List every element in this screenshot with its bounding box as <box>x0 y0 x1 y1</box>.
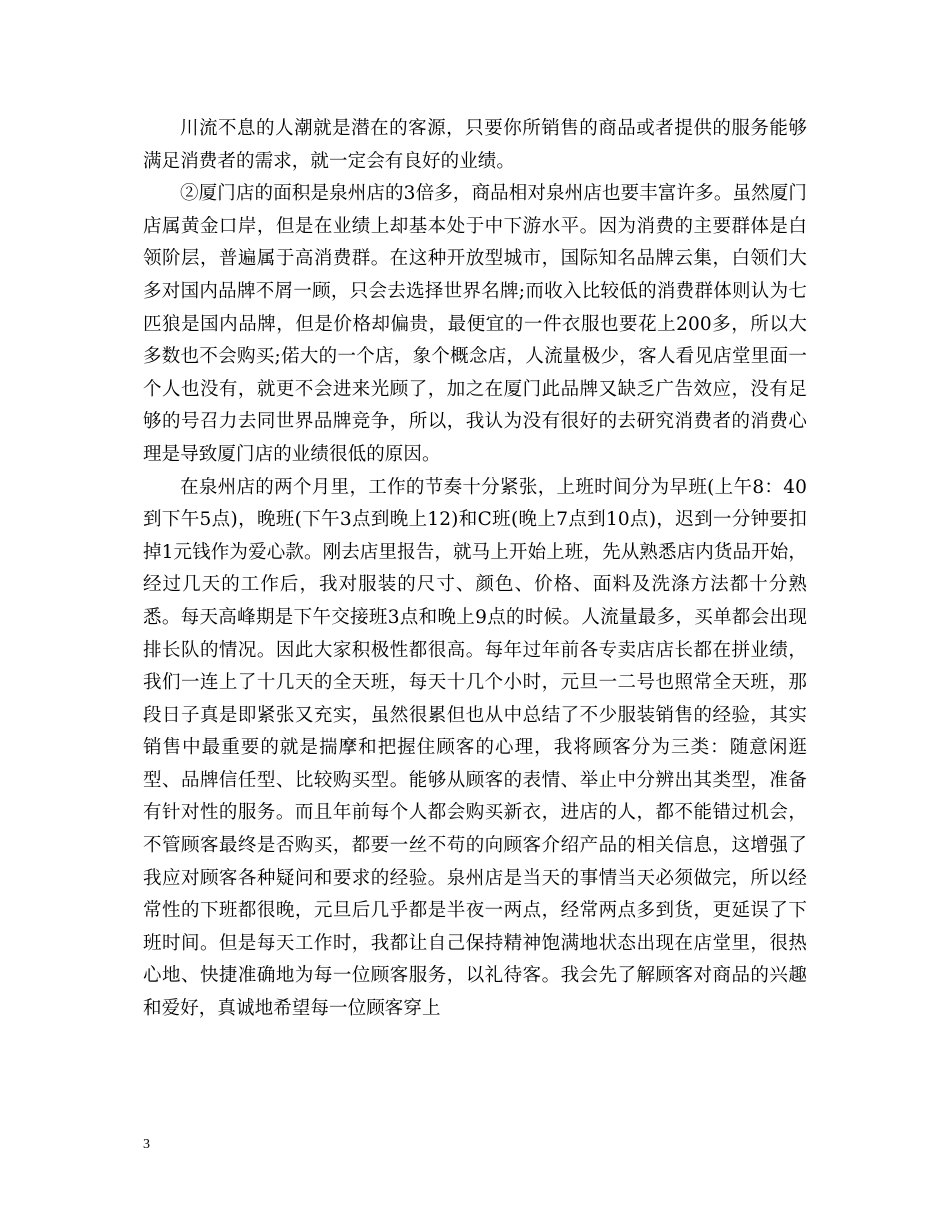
page-number: 3 <box>143 1137 150 1152</box>
body-text <box>143 113 807 1026</box>
paragraph-3: 在泉州店的两个月里，工作的节奏十分紧张，上班时间分为早班(上午8：40到下午5点)，晚班(下午3点到晚上12)和C班(晚上7点到10点)，迟到一分钟要扣掉1元钱作为爱心款。刚去店里报告，就马上开始上班，先从熟悉店内货品开始，经过几天的工作后，我对服装的尺寸、颜色、价格、面料及洗涤方法都十分熟悉。每天高峰期是下午交接班3点和晚上9点的时候。人流量最多，买单都会出现排长队的情况。因此大家积极性都很高。每年过年前各专卖店店长都在拼业绩，我们一连上了十几天的全天班，每天十几个小时，元旦一二号也照常全天班，那段日子真是即紧张又充实，虽然很累但也从中总结了不少服装销售的经验，其实销售中最重要的就是揣摩和把握住顾客的心理，我将顾客分为三类：随意闲逛型、品牌信任型、比较购买型。能够从顾客的表情、举止中分辨出其类型，准备有针对性的服务。而且年前每个人都会购买新衣，进店的人，都不能错过机会，不管顾客最终是否购买，都要一丝不苟的向顾客介绍产品的相关信息，这增强了我应对顾客各种疑问和要求的经验。泉州店是当天的事情当天必须做完，所以经常性的下班都很晚，元旦后几乎都是半夜一两点，经常两点多到货，更延误了下班时间。但是每天工作时，我都让自己保持精神饱满地状态出现在店堂里，很热心地、快捷准确地为每一位顾客服务，以礼待客。我会先了解顾客对商品的兴趣和爱好，真诚地希望每一位顾客穿上 <box>143 476 807 1020</box>
paragraph-2: ②厦门店的面积是泉州店的3倍多，商品相对泉州店也要丰富许多。虽然厦门店属黄金口岸，但是在业绩上却基本处于中下游水平。因为消费的主要群体是白领阶层，普遍属于高消费群。在这种开放型城市，国际知名品牌云集，白领们大多对国内品牌不屑一顾，只会去选择世界名牌;而收入比较低的消费群体则认为七匹狼是国内品牌，但是价格却偏贵，最便宜的一件衣服也要花上200多，所以大多数也不会购买;偌大的一个店，象个概念店，人流量极少，客人看见店堂里面一个人也没有，就更不会进来光顾了，加之在厦门此品牌又缺乏广告效应，没有足够的号召力去同世界品牌竞争，所以，我认为没有很好的去研究消费者的消费心理是导致厦门店的业绩很低的原因。 <box>143 183 807 465</box>
paragraph-1: 川流不息的人潮就是潜在的客源，只要你所销售的商品或者提供的服务能够满足消费者的需求，就一定会有良好的业绩。 <box>143 118 807 172</box>
